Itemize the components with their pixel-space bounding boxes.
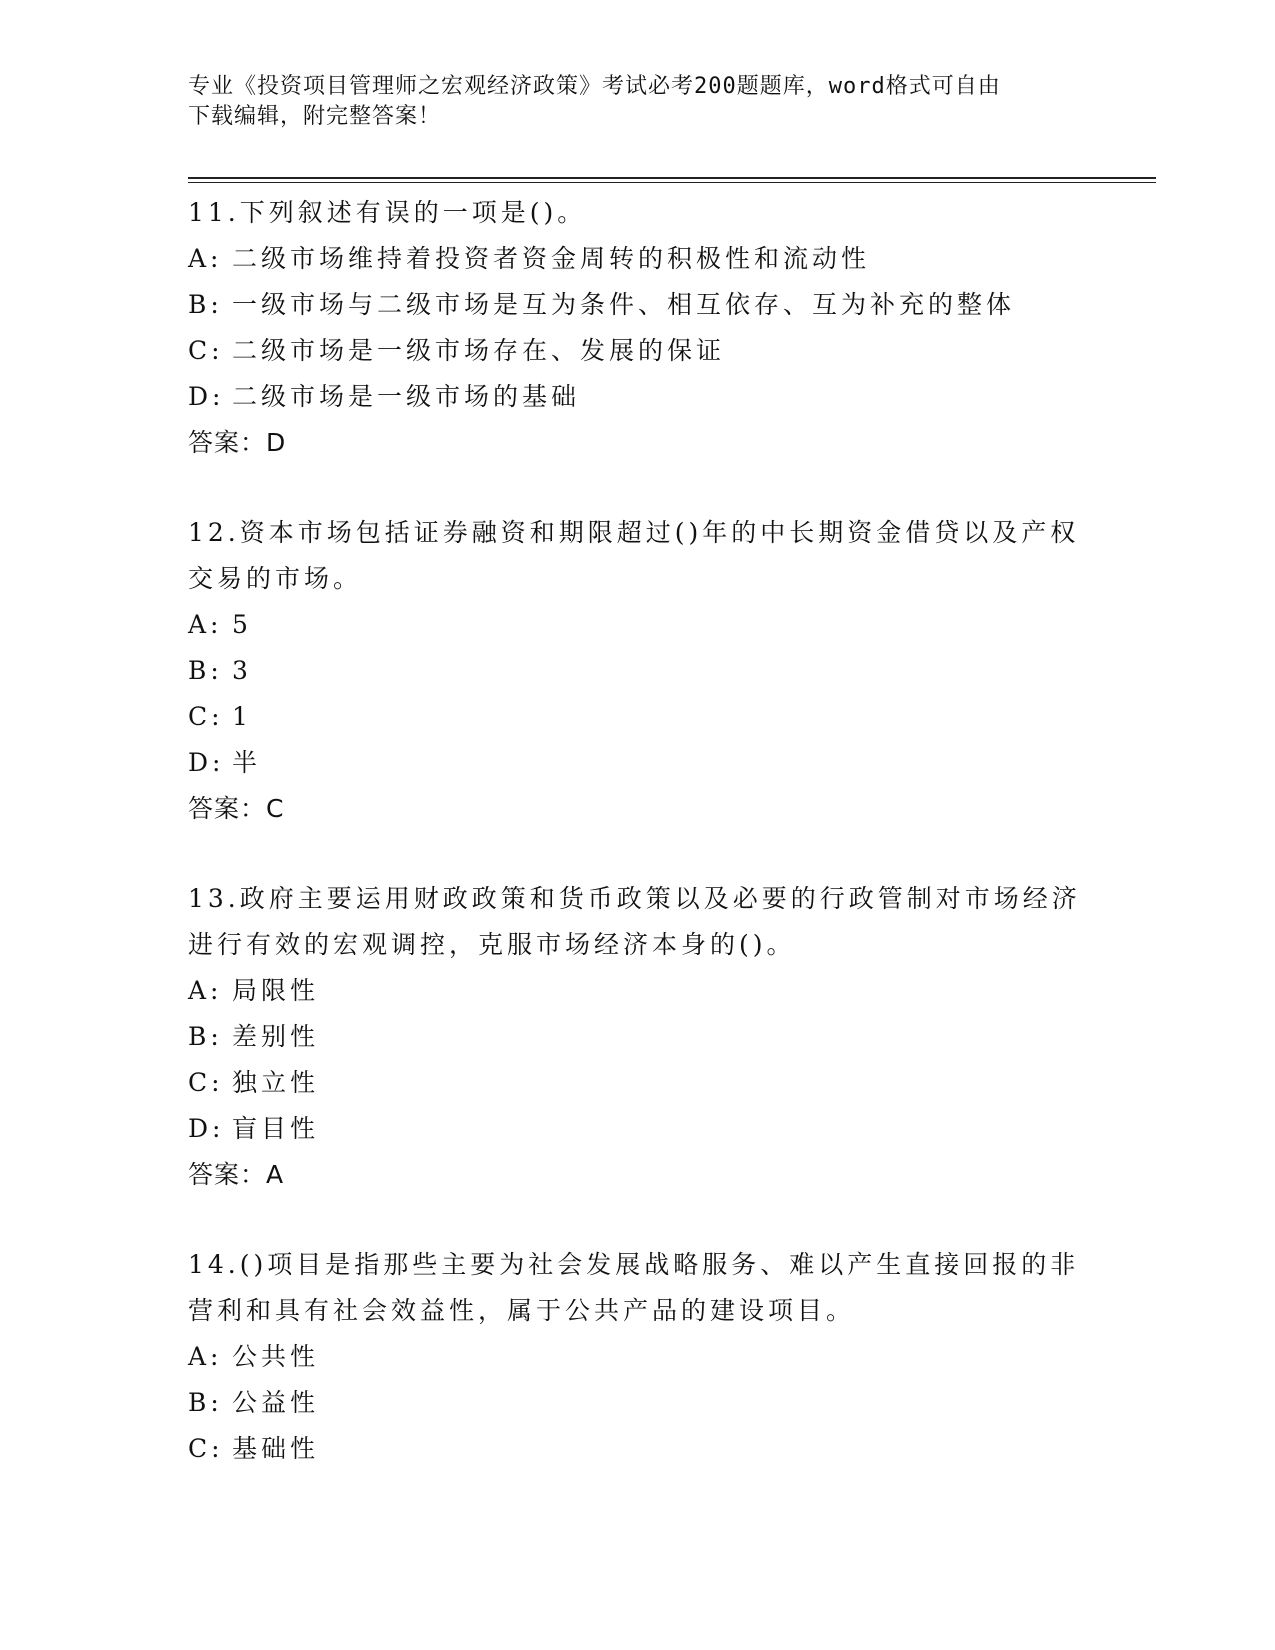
option-c: [188, 1426, 1088, 1472]
option-d: [188, 374, 1088, 420]
option-text: 一级市场与二级市场是互为条件、相互依存、互为补充的整体: [232, 290, 1016, 319]
option-b: [188, 1014, 1088, 1060]
option-a: [188, 968, 1088, 1014]
question-stem: 11.下列叙述有误的一项是()。: [188, 198, 587, 227]
option-d: [188, 1106, 1088, 1152]
question-13: [188, 876, 1088, 1198]
option-c: [188, 328, 1088, 374]
option-letter: C:: [188, 1068, 224, 1097]
header-divider-thick: [188, 177, 1156, 179]
option-a: [188, 236, 1088, 282]
answer-label: 答案：C: [188, 794, 285, 823]
option-text: 独立性: [232, 1068, 320, 1097]
question-12: [188, 510, 1088, 832]
option-letter: C:: [188, 336, 224, 365]
option-text: 盲目性: [232, 1114, 320, 1143]
option-text: 公益性: [232, 1388, 320, 1417]
option-letter: B:: [188, 656, 223, 685]
option-c: [188, 694, 1088, 740]
option-letter: D:: [188, 382, 225, 411]
option-b: [188, 282, 1088, 328]
option-letter: D:: [188, 1114, 225, 1143]
option-text: 基础性: [232, 1434, 320, 1463]
option-letter: C:: [188, 1434, 224, 1463]
question-14: [188, 1242, 1088, 1472]
option-letter: A:: [188, 1342, 223, 1371]
option-b: [188, 648, 1088, 694]
answer-label: 答案：A: [188, 1160, 285, 1189]
header-line-2: 下载编辑，附完整答案！: [188, 104, 442, 129]
option-text: 1: [232, 702, 252, 731]
option-a: [188, 1334, 1088, 1380]
option-letter: B:: [188, 1022, 223, 1051]
option-letter: A:: [188, 244, 223, 273]
option-text: 3: [232, 656, 252, 685]
option-letter: B:: [188, 1388, 223, 1417]
question-11: [188, 190, 1088, 466]
answer-label: 答案：D: [188, 428, 287, 457]
option-text: 局限性: [232, 976, 320, 1005]
option-text: 半: [232, 748, 262, 777]
option-letter: C:: [188, 702, 224, 731]
header-divider-thin: [188, 182, 1156, 183]
option-text: 二级市场是一级市场的基础: [232, 382, 581, 411]
option-letter: A:: [188, 976, 223, 1005]
option-text: 二级市场是一级市场存在、发展的保证: [232, 336, 726, 365]
question-stem: 12.资本市场包括证券融资和期限超过()年的中长期资金借贷以及产权交易的市场。: [188, 518, 1080, 593]
question-stem: 14.()项目是指那些主要为社会发展战略服务、难以产生直接回报的非营利和具有社会效益性，属于公共产品的建设项目。: [188, 1250, 1080, 1325]
option-letter: A:: [188, 610, 223, 639]
option-letter: D:: [188, 748, 225, 777]
option-text: 5: [232, 610, 252, 639]
option-b: [188, 1380, 1088, 1426]
option-a: [188, 602, 1088, 648]
option-text: 二级市场维持着投资者资金周转的积极性和流动性: [232, 244, 871, 273]
option-d: [188, 740, 1088, 786]
header-line-1: 专业《投资项目管理师之宏观经济政策》考试必考200题题库，word格式可自由: [188, 74, 1001, 99]
option-c: [188, 1060, 1088, 1106]
question-list: [188, 190, 1088, 1516]
document-header: [188, 72, 1088, 132]
option-text: 公共性: [232, 1342, 320, 1371]
question-stem: 13.政府主要运用财政政策和货币政策以及必要的行政管制对市场经济进行有效的宏观调控，克服市场经济本身的()。: [188, 884, 1081, 959]
option-text: 差别性: [232, 1022, 320, 1051]
option-letter: B:: [188, 290, 223, 319]
